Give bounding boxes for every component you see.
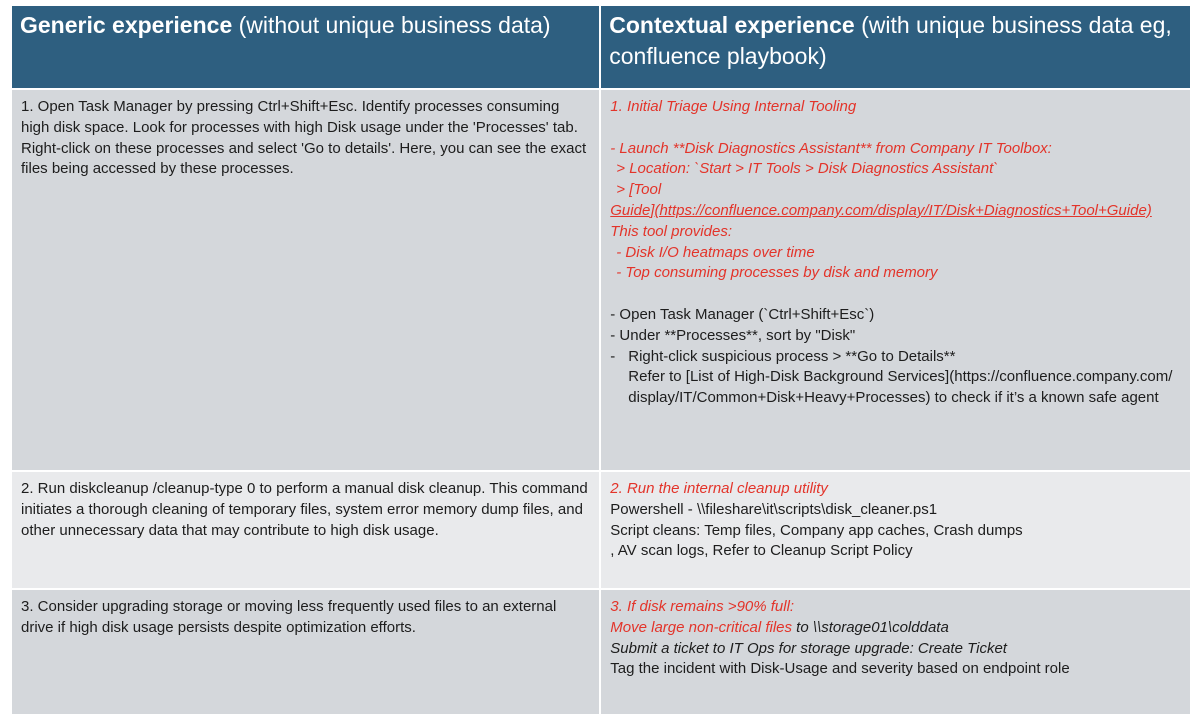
step-1-title: 1. Initial Triage Using Internal Tooling	[610, 98, 857, 115]
right-click-line: Right-click suspicious process > **Go to Details**	[628, 347, 956, 365]
header-contextual-rest: (with unique business data eg, confluence playbook)	[609, 12, 1172, 69]
bullet-heatmaps: - Disk I/O heatmaps over time	[616, 243, 815, 261]
move-files-line	[610, 618, 1179, 639]
step-2-title: 2. Run the internal cleanup utility	[610, 480, 828, 497]
spacer	[610, 118, 1179, 139]
refer-line: Refer to [List of High-Disk Background Services](https://confluence.company.com/display/IT/Common+Disk+Heavy+Processes) to check if it’s a known safe agent	[628, 368, 1173, 407]
header-generic-rest: (without unique business data)	[232, 12, 551, 38]
submit-ticket-line: Submit a ticket to IT Ops for storage upgrade: Create Ticket	[610, 639, 1007, 657]
spacer	[610, 284, 1179, 305]
header-generic	[11, 5, 600, 89]
table-row	[11, 589, 1191, 715]
contextual-step-1	[600, 89, 1191, 471]
provides-line: This tool provides:	[610, 222, 732, 240]
contextual-step-3	[600, 589, 1191, 715]
tag-incident-line: Tag the incident with Disk-Usage and severity based on endpoint role	[610, 660, 1070, 678]
powershell-line: Powershell - \\fileshare\it\scripts\disk_cleaner.ps1	[610, 500, 938, 518]
comparison-table	[10, 4, 1192, 716]
contextual-step-1-content	[602, 91, 1189, 409]
table-row	[11, 471, 1191, 589]
dash-marker: -	[610, 347, 616, 365]
move-files-red: Move large non-critical files	[610, 618, 793, 636]
generic-step-3	[11, 589, 600, 715]
script-cleans-line: Script cleans: Temp files, Company app caches, Crash dumps	[610, 521, 1023, 539]
header-row	[11, 5, 1191, 89]
generic-step-3-text: 3. Consider upgrading storage or moving less frequently used files to an external drive if high disk usage persists despite optimization efforts.	[21, 598, 557, 636]
generic-step-2	[11, 471, 600, 589]
step-3-title: 3. If disk remains >90% full:	[610, 598, 795, 615]
right-click-content	[628, 347, 1179, 409]
under-processes-line: - Under **Processes**, sort by "Disk"	[610, 326, 856, 344]
script-cleans-line-2: , AV scan logs, Refer to Cleanup Script Policy	[610, 542, 913, 560]
header-generic-bold: Generic experience	[20, 12, 233, 38]
header-contextual-bold: Contextual experience	[609, 12, 855, 38]
move-files-path: to \\storage01\colddata	[792, 618, 949, 636]
generic-step-2-text: 2. Run diskcleanup /cleanup-type 0 to perform a manual disk cleanup. This command initiates a thorough cleaning of temporary files, system error memory dump files, and other unnecessary data that may contribute to high disk usage.	[21, 480, 588, 539]
table-row	[11, 89, 1191, 471]
right-click-item	[610, 347, 1179, 409]
contextual-step-2	[600, 471, 1191, 589]
contextual-step-3-content	[602, 591, 1189, 680]
task-manager-line: - Open Task Manager (`Ctrl+Shift+Esc`)	[610, 305, 875, 323]
bullet-top-processes: - Top consuming processes by disk and memory	[616, 264, 938, 282]
location-line: > Location: `Start > IT Tools > Disk Diagnostics Assistant`	[616, 160, 999, 178]
generic-step-1	[11, 89, 600, 471]
tool-line: > [Tool	[616, 181, 662, 199]
generic-step-1-text: 1. Open Task Manager by pressing Ctrl+Shift+Esc. Identify processes consuming high disk space. Look for processes with high Disk usage under the 'Processes' tab. Right-click on these processes and select 'Go to details'. Here, you can see the exact files being accessed by these processes.	[21, 98, 587, 178]
contextual-step-2-content	[602, 473, 1189, 562]
launch-line: - Launch **Disk Diagnostics Assistant** from Company IT Toolbox:	[610, 139, 1052, 157]
tool-guide-link[interactable]: Guide](https://confluence.company.com/display/IT/Disk+Diagnostics+Tool+Guide)	[610, 201, 1152, 219]
header-contextual	[600, 5, 1191, 89]
